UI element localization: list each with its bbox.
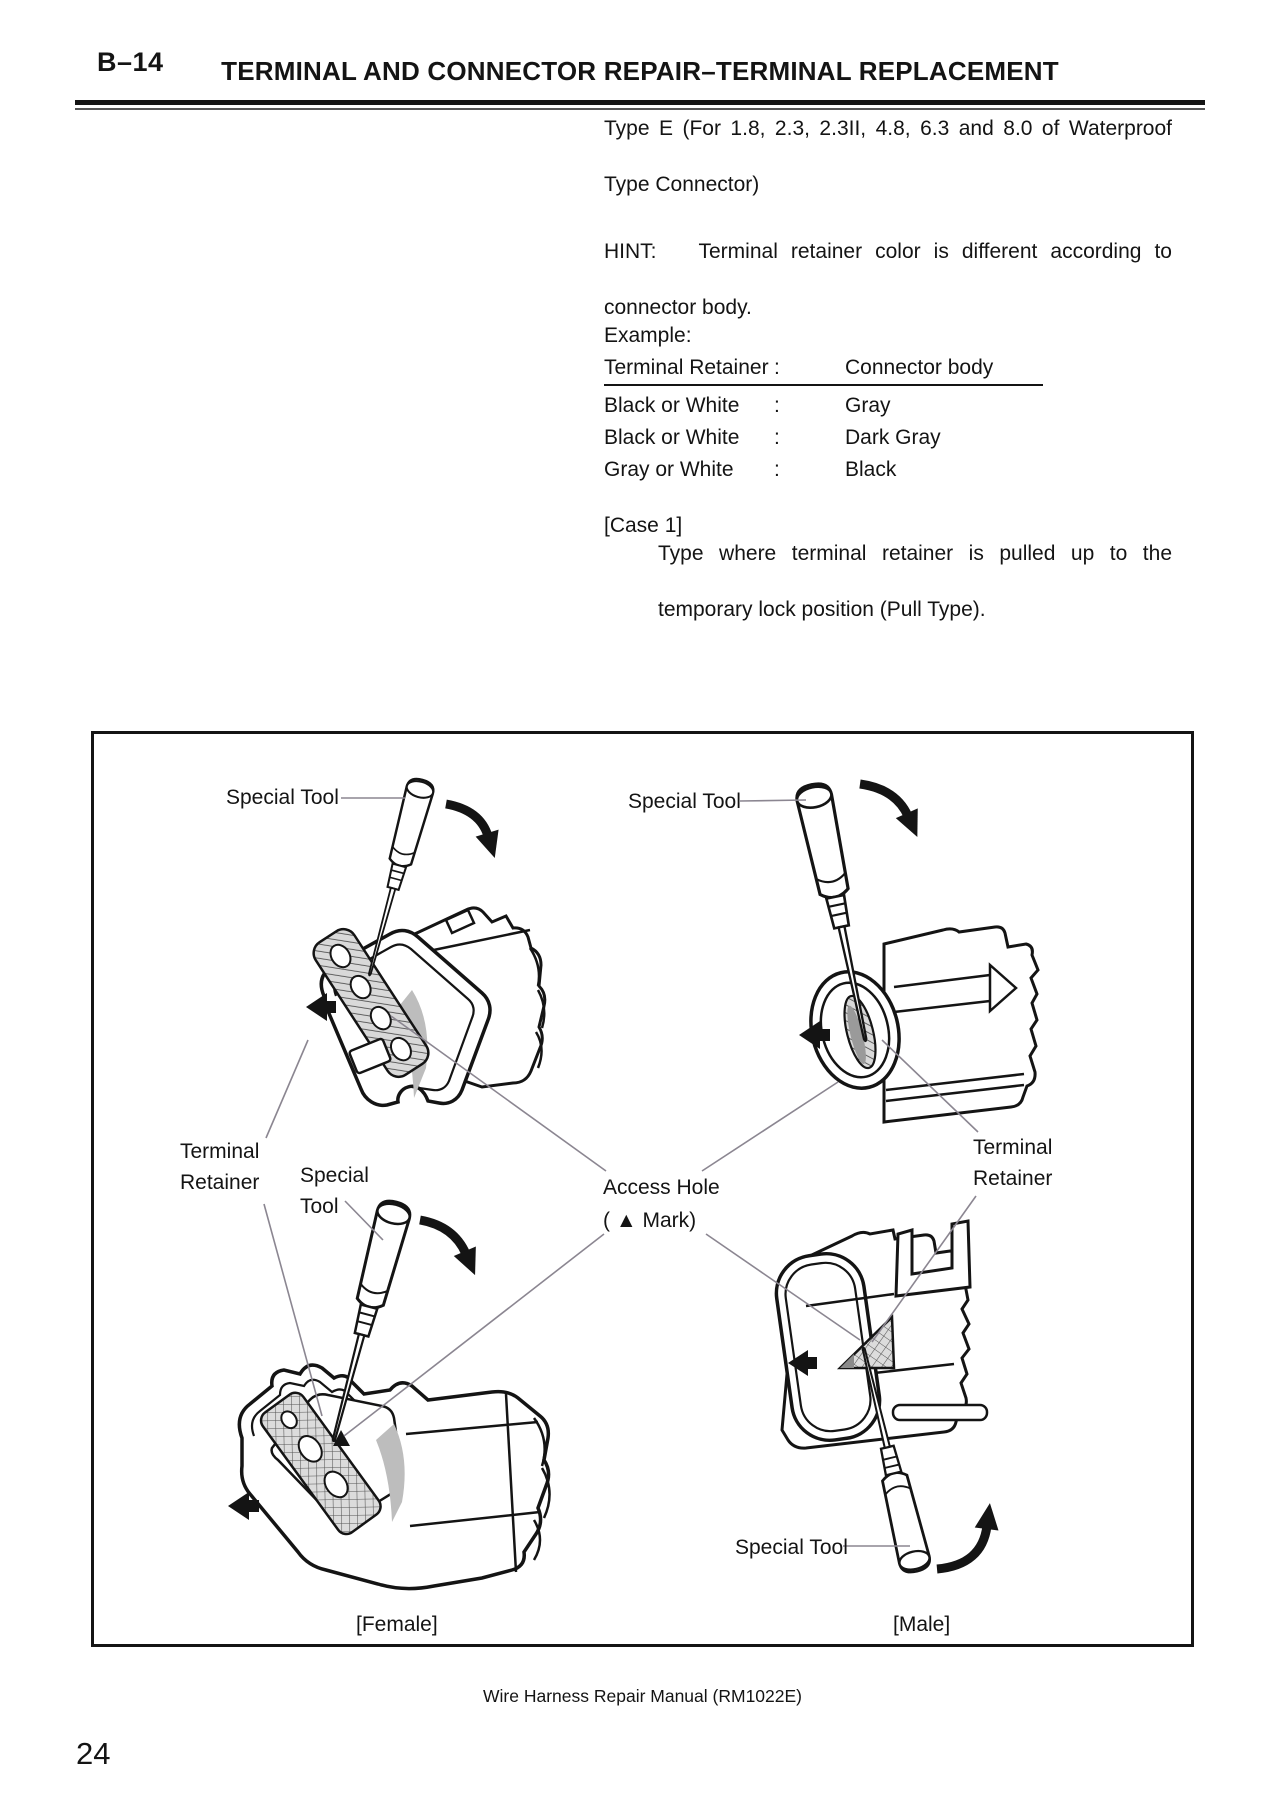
hint-line1: Terminal retainer color is different according to xyxy=(698,240,1172,263)
title-rule-thin xyxy=(75,108,1205,110)
label-access-hole xyxy=(603,1171,720,1237)
type-e-line1: Type E (For 1.8, 2.3, 2.3II, 4.8, 6.3 and 8.0 of Waterproof xyxy=(604,117,1172,140)
table-row xyxy=(604,394,1043,418)
row-term: Gray or White xyxy=(604,458,734,481)
case1-label: [Case 1] xyxy=(604,514,683,537)
label-terminal-retainer-left xyxy=(180,1136,259,1198)
row-term: Black or White xyxy=(604,394,740,417)
rotate-arrow-icon xyxy=(420,1220,466,1254)
leader-access-to-tr xyxy=(702,1082,838,1171)
row-value: Gray xyxy=(845,394,891,417)
label-line: Special xyxy=(300,1164,369,1187)
row-colon: : xyxy=(774,394,780,417)
male-caption: [Male] xyxy=(893,1613,951,1636)
rotate-arrow-icon xyxy=(937,1526,987,1569)
page-number: 24 xyxy=(76,1736,111,1771)
row-colon: : xyxy=(774,426,780,449)
label-terminal-retainer-right xyxy=(973,1132,1052,1194)
page-section-code: B–14 xyxy=(97,47,164,77)
label-line: Terminal xyxy=(973,1136,1053,1159)
label-line: Retainer xyxy=(180,1171,260,1194)
table-header-term: Terminal Retainer xyxy=(604,356,769,379)
leader-tr-special-tool xyxy=(740,800,806,801)
female-caption: [Female] xyxy=(356,1613,438,1636)
example-label: Example: xyxy=(604,324,692,347)
label-special-tool-tl: Special Tool xyxy=(226,786,339,809)
type-e-line2: Type Connector) xyxy=(604,173,760,196)
label-special-tool-tr: Special Tool xyxy=(628,790,741,813)
body-text-column xyxy=(604,115,1172,624)
table-row xyxy=(604,426,1043,450)
rotate-arrow-icon xyxy=(860,784,908,816)
row-term: Black or White xyxy=(604,426,740,449)
label-line: Access Hole xyxy=(603,1176,720,1199)
female-connector-top-illustration xyxy=(306,776,545,1105)
hint-label: HINT: xyxy=(604,240,657,263)
row-colon: : xyxy=(774,458,780,481)
label-special-tool-bl xyxy=(300,1160,369,1222)
case1-text xyxy=(658,540,1172,624)
table-row xyxy=(604,458,1043,482)
label-line: ( ▲ Mark) xyxy=(603,1209,697,1232)
label-special-tool-br: Special Tool xyxy=(735,1536,848,1559)
male-connector-top-illustration xyxy=(794,781,1038,1122)
row-value: Dark Gray xyxy=(845,426,941,449)
hint-line2: connector body. xyxy=(604,296,752,319)
female-connector-bottom-illustration xyxy=(228,1198,550,1589)
row-value: Black xyxy=(845,458,897,481)
label-line: Retainer xyxy=(973,1167,1053,1190)
title-rule-thick xyxy=(75,100,1205,105)
male-connector-bottom-illustration xyxy=(771,1221,987,1575)
table-header-colon: : xyxy=(774,356,780,379)
label-line: Tool xyxy=(300,1195,339,1218)
rotate-arrow-icon xyxy=(446,804,488,836)
hint-row xyxy=(604,238,1172,294)
figure-frame xyxy=(91,731,1194,1647)
table-header-row xyxy=(604,356,1043,386)
retainer-color-table xyxy=(604,356,1043,482)
page-title: TERMINAL AND CONNECTOR REPAIR–TERMINAL REPLACEMENT xyxy=(221,56,1059,86)
table-header-value: Connector body xyxy=(845,356,994,379)
manual-footer: Wire Harness Repair Manual (RM1022E) xyxy=(483,1686,802,1706)
case1-line2: temporary lock position (Pull Type). xyxy=(658,598,986,621)
leader-left-retainer-up xyxy=(266,1040,308,1138)
case1-line1: Type where terminal retainer is pulled up to the xyxy=(658,542,1172,565)
label-line: Terminal xyxy=(180,1140,260,1163)
